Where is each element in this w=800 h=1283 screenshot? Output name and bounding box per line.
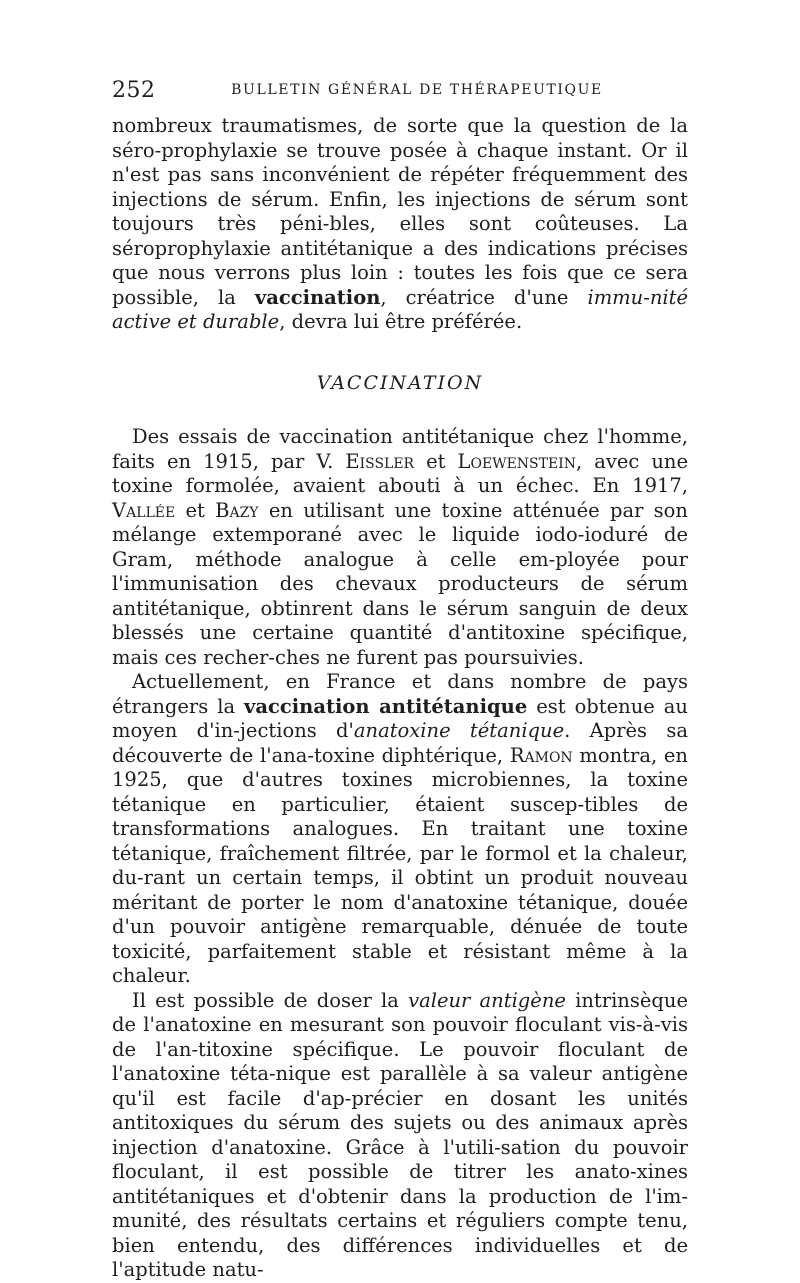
text-run: intrinsèque de l'anatoxine en mesurant son pouvoir floculant vis-à-vis de l'an-titoxine spécifique. Le pouvoir floculant de l'anatoxine téta-nique est parallèle à sa valeur antigène qu'il est facile d'ap-précier en dosant les unités antitoxiques du sérum des sujets ou des animaux après injection d'anatoxine. Grâce à l'utili-sation du pouvoir floculant, il est possible de titrer les anato-xines antitétaniques et d'obtenir dans la production de l'im-munité, des résultats certains et réguliers compte tenu, bien entendu, des différences individuelles et de l'aptitude natu- (112, 988, 688, 1281)
running-title: BULLETIN GÉNÉRAL DE THÉRAPEUTIQUE (231, 82, 603, 98)
page-header (112, 78, 692, 104)
author-name: Ramon (509, 743, 573, 767)
italic-term: anatoxine tétanique (353, 719, 565, 742)
paragraph-1 (112, 114, 688, 335)
author-name: Loewenstein (457, 449, 576, 473)
paragraph-3 (112, 670, 688, 989)
paragraph-4 (112, 989, 688, 1283)
author-name: Vallée (112, 498, 176, 522)
section-heading: VACCINATION (316, 371, 484, 394)
text-run: est obtenue au moyen d'in-jections d' (112, 694, 688, 742)
text-run: et (414, 449, 458, 473)
text-run: , devra lui être préférée. (279, 310, 523, 333)
text-run: et (175, 498, 216, 522)
text-run: montra, en 1925, que d'autres toxines microbiennes, la toxine tétanique en particulier, étaient suscep-tibles de transformations analogues. En traitant une toxine tétanique, fraîchement filtrée, par le formol et la chaleur, du-rant un certain temps, il obtint un produit nouveau méritant de porter le nom d'anatoxine tétanique, douée d'un pouvoir antigène remarquable, dénuée de toute toxicité, parfaitement stable et résistant même à la chaleur. (112, 743, 688, 987)
text-run: nombreux traumatismes, de sorte que la question de la séro-prophylaxie se trouve posée à chaque instant. Or il n'est pas sans inconvénient de répéter fréquemment des injections de sérum. Enfin, les injections de sérum sont toujours très péni-bles, elles sont coûteuses. La séroprophylaxie antitétanique a des indications précises que nous verrons plus loin : toutes les fois que ce sera possible, la (112, 114, 688, 309)
text-run: en utilisant une toxine atténuée par son mélange extemporané avec le liquide iodo-ioduré de Gram, méthode analogue à celle em-ployée pour l'immunisation des chevaux producteurs de sérum antitétanique, obtinrent dans le sérum sanguin de deux blessés une certaine quantité d'antitoxine spécifique, mais ces recher-ches ne furent pas poursuivies. (112, 498, 688, 669)
italic-term: valeur antigène (408, 988, 566, 1012)
text-run: Il est possible de doser la (132, 988, 409, 1012)
author-name: Eissler (345, 449, 415, 473)
page-number: 252 (112, 78, 156, 103)
body-text (112, 114, 688, 1283)
text-run: , créatrice d'une (380, 285, 588, 309)
text-run: , avec une toxine formolée, avaient abouti à un échec. En 1917, (112, 449, 689, 497)
author-name: Bazy (215, 498, 259, 522)
paragraph-2 (112, 425, 688, 670)
text-run: Actuellement, en France et dans nombre de pays étrangers la (112, 670, 688, 718)
text-run: Des essais de vaccination antitétanique chez l'homme, faits en 1915, par V. (112, 425, 688, 473)
text-run: . Après sa découverte de l'ana-toxine diphtérique, (112, 719, 688, 767)
italic-term: immu-nité active et durable (112, 285, 688, 333)
bold-term: vaccination antitétanique (244, 694, 528, 718)
bold-term: vaccination (254, 285, 381, 309)
